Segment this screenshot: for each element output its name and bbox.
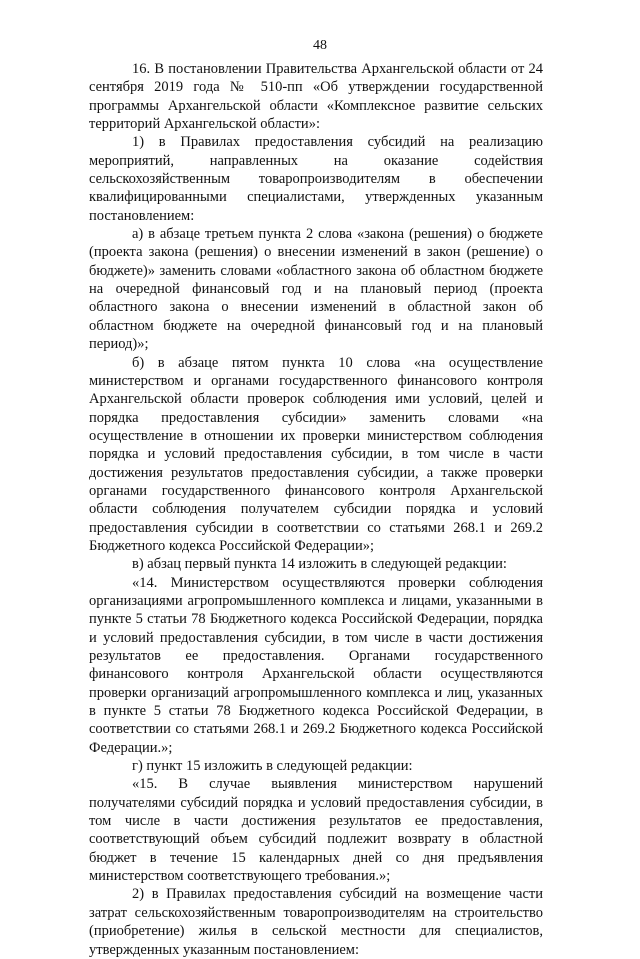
paragraph-16-intro: 16. В постановлении Правительства Архангельской области от 24 сентября 2019 года № 510-пп «Об утверждении государственной программы Архангельской области «Комплексное развитие сельских территорий Архангельской области»: <box>89 61 543 133</box>
paragraph-subitem-b: б) в абзаце пятом пункта 10 слова «на осуществление министерством и органами государственного финансового контроля Архангельской области проверок соблюдения ими условий, целей и порядка предоставления субсидии» заменить словами «на осуществление в отношении их проверки министерством соблюдения порядка и условий предоставления субсидии, в том числе в части достижения результатов предоставления субсидии, а также проверки органами государственного финансового контроля Архангельской области соблюдения получателем субсидии порядка и условий предоставления субсидии в соответствии со статьями 268.1 и 269.2 Бюджетного кодекса Российской Федерации»; <box>89 354 543 554</box>
paragraph-subitem-v: в) абзац первый пункта 14 изложить в следующей редакции: <box>132 556 507 573</box>
document-body <box>89 60 543 959</box>
paragraph-item-2: 2) в Правилах предоставления субсидий на возмещение части затрат сельскохозяйственным товаропроизводителям на строительство (приобретение) жилья в сельской местности для специалистов, утвержденных указанным постановлением: <box>89 886 543 958</box>
paragraph-item-1: 1) в Правилах предоставления субсидий на реализацию мероприятий, направленных на оказание содействия сельскохозяйственным товаропроизводителям в обеспечении квалифицированными специалистами, утвержденных указанным постановлением: <box>89 134 543 224</box>
paragraph-clause-15: «15. В случае выявления министерством нарушений получателями субсидий порядка и условий предоставления субсидии, в том числе в части достижения результатов ее предоставления, соответствующий объем субсидий подлежит возврату в областной бюджет в течение 15 календарных дней со дня предъявления министерством соответствующего требования.»; <box>89 776 543 885</box>
paragraph-subitem-g: г) пункт 15 изложить в следующей редакции: <box>132 758 413 775</box>
paragraph-clause-14: «14. Министерством осуществляются проверки соблюдения организациями агропромышленного комплекса и лицами, указанными в пункте 5 статьи 78 Бюджетного кодекса Российской Федерации, порядка и условий предоставления субсидии, в том числе в части достижения результатов ее предоставления. Органами государственного финансового контроля Архангельской области осуществляются проверки организаций агропромышленного комплекса и лиц, указанных в пункте 5 статьи 78 Бюджетного кодекса Российской Федерации, в соответствии со статьями 268.1 и 269.2 Бюджетного кодекса Российской Федерации.»; <box>89 574 543 756</box>
page-number: 48 <box>313 38 327 53</box>
paragraph-subitem-a: а) в абзаце третьем пункта 2 слова «закона (решения) о бюджете (проекта закона (решения) о внесении изменений в закон (решение) о бюджете)» заменить словами «областного закона об областном бюджете на очередной финансовый год и на плановый период (проекта областного закона о внесении изменений в областной закон об областном бюджете на очередной финансовый год и на плановый период)»; <box>89 226 543 353</box>
